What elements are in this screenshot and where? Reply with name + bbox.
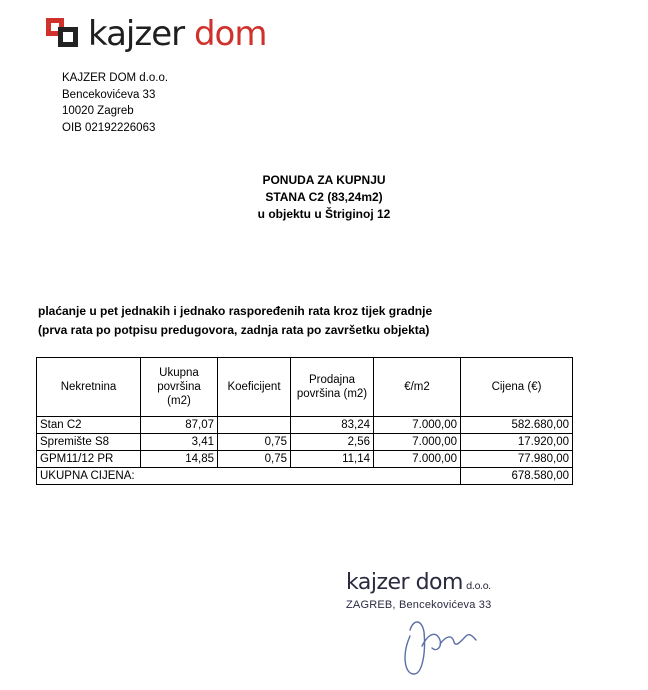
stamp-address: ZAGREB, Bencekovićeva 33 xyxy=(346,599,492,611)
table-row xyxy=(37,417,573,434)
offer-title xyxy=(0,172,648,223)
column-header: Ukupna površina (m2) xyxy=(141,358,218,417)
logo-wordmark xyxy=(88,14,267,54)
offer-title-line-1: PONUDA ZA KUPNJU xyxy=(262,173,386,187)
company-city: 10020 Zagreb xyxy=(62,105,134,117)
table-cell: 77.980,00 xyxy=(461,451,573,468)
offer-title-line-3: u objektu u Štriginoj 12 xyxy=(257,207,391,221)
company-oib: OIB 02192226063 xyxy=(62,121,156,134)
table-cell: 582.680,00 xyxy=(461,417,573,434)
table-header-row xyxy=(37,358,573,417)
logo-word-dom: dom xyxy=(193,14,267,54)
table-cell: 0,75 xyxy=(218,434,291,451)
table-cell: 0,75 xyxy=(218,451,291,468)
total-value: 678.580,00 xyxy=(461,468,573,485)
company-name: KAJZER DOM d.o.o. xyxy=(62,72,169,84)
table-cell: 3,41 xyxy=(141,434,218,451)
payment-terms-line-2: (prva rata po potpisu predugovora, zadnja rata po završetku objekta) xyxy=(38,323,430,337)
table-cell: GPM11/12 PR xyxy=(37,451,141,468)
column-header: Koeficijent xyxy=(218,358,291,417)
company-address-block xyxy=(62,70,168,136)
table-cell: 17.920,00 xyxy=(461,434,573,451)
payment-terms-line-1: plaćanje u pet jednakih i jednako raspoređenih rata kroz tijek gradnje xyxy=(38,304,433,318)
total-label: UKUPNA CIJENA: xyxy=(37,468,461,485)
table-cell xyxy=(218,417,291,434)
company-logo xyxy=(46,12,266,56)
table-cell: Stan C2 xyxy=(37,417,141,434)
table-cell: 2,56 xyxy=(291,434,374,451)
price-table xyxy=(36,357,573,485)
table-cell: 7.000,00 xyxy=(374,451,461,468)
table-cell: 11,14 xyxy=(291,451,374,468)
column-header: Cijena (€) xyxy=(461,358,573,417)
logo-icon xyxy=(46,18,82,50)
payment-terms xyxy=(38,302,432,340)
column-header: Nekretnina xyxy=(37,358,141,417)
table-cell: 87,07 xyxy=(141,417,218,434)
table-cell: 14,85 xyxy=(141,451,218,468)
stamp-company: kajzer dom xyxy=(346,570,463,595)
logo-word-kajzer: kajzer xyxy=(88,14,185,54)
table-row xyxy=(37,451,573,468)
company-stamp xyxy=(346,570,546,680)
table-cell: 7.000,00 xyxy=(374,434,461,451)
column-header: Prodajna površina (m2) xyxy=(291,358,374,417)
table-row xyxy=(37,434,573,451)
column-header: €/m2 xyxy=(374,358,461,417)
stamp-name xyxy=(346,570,546,595)
signature-image xyxy=(396,596,506,678)
table-cell: 7.000,00 xyxy=(374,417,461,434)
table-cell: 83,24 xyxy=(291,417,374,434)
company-street: Bencekovićeva 33 xyxy=(62,88,156,101)
stamp-suffix: d.o.o. xyxy=(465,581,491,592)
offer-title-line-2: STANA C2 (83,24m2) xyxy=(265,190,383,204)
table-total-row xyxy=(37,468,573,485)
table-cell: Spremište S8 xyxy=(37,434,141,451)
